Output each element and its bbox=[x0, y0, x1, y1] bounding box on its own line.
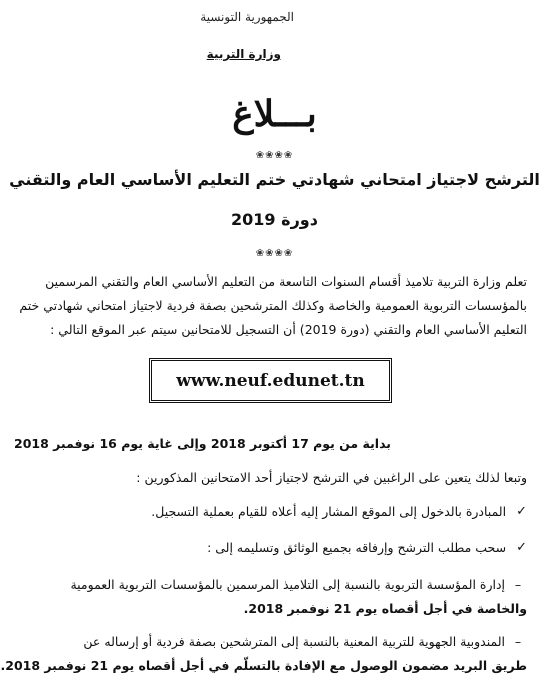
list-item bbox=[0, 630, 527, 678]
check-icon: ✓ bbox=[516, 504, 527, 519]
paragraph-line: التعليم الأساسي العام والتقني (دورة 2019) أن التسجيل للامتحانين سيتم عبر الموقع التالي : bbox=[50, 322, 527, 337]
notice-title: بـــلاغ bbox=[232, 93, 317, 135]
paragraph-line: بالمؤسسات التربوية العمومية والخاصة وكذلك المترشحين بصفة فردية لاجتياز امتحاني شهادتي ختم bbox=[19, 298, 527, 313]
website-link[interactable]: www.neuf.edunet.tn bbox=[176, 370, 365, 391]
list-item bbox=[22, 573, 527, 621]
list-item bbox=[151, 504, 527, 519]
registration-period-text: بداية من يوم 17 أكتوبر 2018 وإلى غاية يوم 16 نوفمبر 2018 bbox=[14, 436, 391, 451]
check-icon: ✓ bbox=[516, 540, 527, 555]
paragraph-line: تعلم وزارة التربية تلاميذ أقسام السنوات التاسعة من التعليم الأساسي العام والتقني المرسمين bbox=[45, 274, 527, 289]
list-item-text: المبادرة بالدخول إلى الموقع المشار إليه أعلاه للقيام بعملية التسجيل. bbox=[151, 504, 507, 519]
website-box[interactable] bbox=[149, 358, 392, 403]
dash-icon: – bbox=[514, 634, 522, 649]
republic-header: الجمهورية التونسية bbox=[200, 10, 294, 24]
announcement-paragraph bbox=[19, 270, 527, 342]
list-item-text: المندوبية الجهوية للتربية المعنية بالنسبة إلى المترشحين بصفة فردية أو إرساله عن bbox=[83, 634, 506, 649]
list-item-text: طريق البريد مضمون الوصول مع الإفادة بالتسلّم في أجل أقصاه يوم 21 نوفمبر 2018. bbox=[0, 658, 527, 673]
list-item bbox=[207, 540, 527, 555]
ornament-stars: ❀❀❀❀ bbox=[255, 150, 294, 161]
session-title: دورة 2019 bbox=[231, 210, 318, 229]
list-item-text: إدارة المؤسسة التربوية بالنسبة إلى التلاميذ المرسمين بالمؤسسات التربوية العمومية bbox=[70, 577, 506, 592]
list-item-text: سحب مطلب الترشح وإرفاقه بجميع الوثائق وتسليمه إلى : bbox=[207, 540, 507, 555]
registration-period bbox=[14, 436, 391, 451]
ornament-stars: ❀❀❀❀ bbox=[255, 248, 294, 259]
intro-text: وتبعا لذلك يتعين على الراغبين في الترشح لاجتياز أحد الامتحانين المذكورين : bbox=[136, 470, 527, 485]
dash-icon: – bbox=[514, 577, 522, 592]
main-title: الترشح لاجتياز امتحاني شهادتي ختم التعليم الأساسي العام والتقني bbox=[9, 170, 540, 189]
ministry-header: وزارة التربية bbox=[206, 47, 281, 61]
list-item-text: والخاصة في أجل أقصاه يوم 21 نوفمبر 2018. bbox=[243, 601, 527, 616]
